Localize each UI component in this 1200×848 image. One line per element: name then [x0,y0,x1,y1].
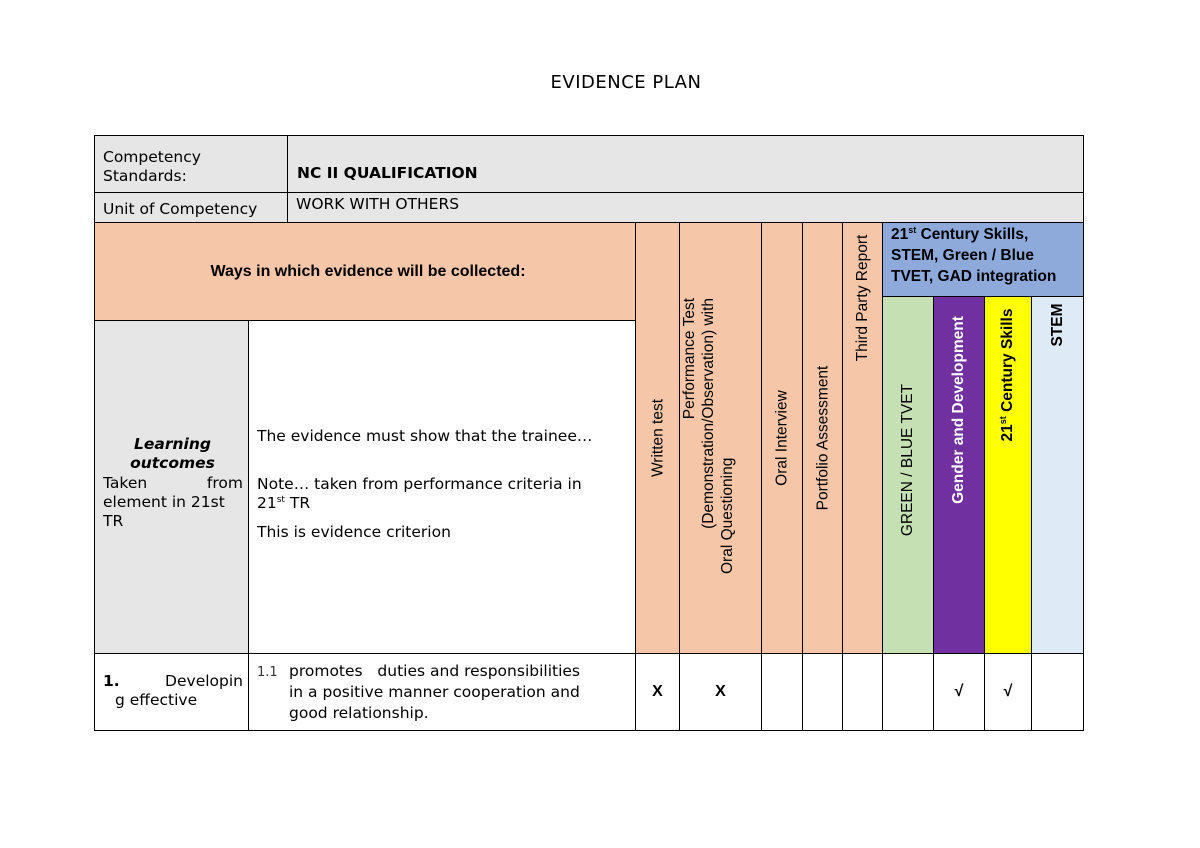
learning-outcomes-heading-2: outcomes [130,454,215,472]
row1-performance-cell[interactable] [679,653,762,731]
unit-label-cell [94,192,288,223]
skills-header-line-3: TVET, GAD integration [891,268,1057,285]
learning-outcomes-cell [94,320,249,654]
row1-oral-interview-cell[interactable] [761,653,803,731]
row1-written-test-mark: X [652,683,663,700]
written-test-label: Written test [649,398,666,478]
written-test-header [635,222,680,654]
skills-header-line-1: 21st Century Skills, [891,224,1029,243]
row1-learning-outcome-cell [94,653,249,731]
portfolio-label: Portfolio Assessment [814,365,831,511]
document-title: EVIDENCE PLAN [550,72,702,93]
row1-skills21-cell[interactable] [984,653,1032,731]
row1-performance-mark: X [715,683,726,700]
evidence-description-cell [248,320,636,654]
from-text: from [206,474,243,492]
skills-integration-header [882,222,1084,297]
unit-of-competency-label: Unit of Competency [103,200,258,218]
row1-lo-part2: g effective [115,691,198,709]
evidence-note-line-2: 21st TR [257,494,311,512]
ways-header-cell [94,222,636,321]
third-party-label: Third Party Report [853,234,871,362]
performance-test-line-1: Performance Test [680,298,698,420]
performance-test-line-2: (Demonstration/Observation) with [699,298,717,529]
row1-criterion-number: 1.1 [257,665,278,680]
row1-lo-part1: Developin [165,672,243,690]
taken-text: Taken [103,474,148,492]
skills21-label: 21st Century Skills [997,308,1016,442]
row1-stem-cell[interactable] [1031,653,1084,731]
ways-header: Ways in which evidence will be collected: [210,262,526,280]
oral-questioning-label: Oral Questioning [718,457,736,574]
evidence-line-3: This is evidence criterion [257,523,451,541]
portfolio-header [802,222,843,654]
green-tvet-header [882,296,934,654]
row1-portfolio-cell[interactable] [802,653,843,731]
tr-text: TR [103,512,124,530]
element-text: element in 21st [103,493,225,511]
performance-test-header [679,222,762,654]
unit-value-cell [287,192,1084,223]
competency-standards-value-cell [287,135,1084,193]
evidence-note-line-1: Note… taken from performance criteria in [257,475,582,493]
skills21-header [984,296,1032,654]
row1-criterion-line-2: in a positive manner cooperation and [289,683,580,701]
row1-criterion-line-3: good relationship. [289,704,429,722]
unit-of-competency-value: WORK WITH OTHERS [296,195,460,213]
row1-written-test-cell[interactable] [635,653,680,731]
skills-header-line-2: STEM, Green / Blue [891,247,1034,264]
stem-header [1031,296,1084,654]
gad-header [933,296,985,654]
competency-standards-value: NC II QUALIFICATION [297,164,478,182]
oral-interview-label: Oral Interview [773,390,791,486]
row1-green-cell[interactable] [882,653,934,731]
row1-third-party-cell[interactable] [842,653,883,731]
row1-number: 1. [103,672,120,690]
row1-gad-check-icon: √ [954,683,964,700]
row1-gad-cell[interactable] [933,653,985,731]
learning-outcomes-heading-1: Learning [134,435,211,453]
evidence-line-1: The evidence must show that the trainee… [257,427,593,445]
stem-label: STEM [1048,303,1066,347]
gad-label: Gender and Development [950,316,967,504]
row1-criterion-line-1: promotes duties and responsibilities [289,662,581,680]
oral-interview-header [761,222,803,654]
third-party-header [842,222,883,654]
row1-criterion-cell [248,653,636,731]
row1-skills21-check-icon: √ [1003,683,1013,700]
competency-standards-label: Competency Standards: [103,148,201,185]
competency-standards-label-cell [94,135,288,193]
green-tvet-label: GREEN / BLUE TVET [899,384,916,537]
